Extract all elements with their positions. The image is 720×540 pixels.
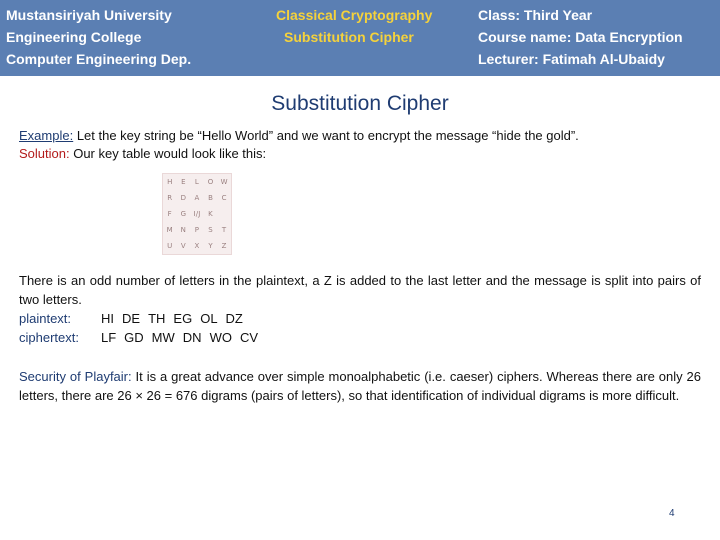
- security-paragraph: [19, 367, 701, 405]
- key-table-row: [163, 190, 231, 206]
- key-table-cell: G: [180, 210, 187, 218]
- key-table: [162, 173, 232, 255]
- lecturer-name: Lecturer: Fatimah Al-Ubaidy: [478, 51, 665, 67]
- key-table-cell: C: [221, 194, 227, 202]
- key-table-cell: K: [208, 210, 213, 218]
- key-table-cell: Z: [221, 242, 227, 250]
- solution-label: Solution:: [19, 146, 70, 161]
- plaintext-pairs: [101, 310, 251, 328]
- university-name: Mustansiriyah University: [6, 7, 172, 23]
- security-label: Security of Playfair:: [19, 369, 132, 384]
- key-table-cell: X: [194, 242, 200, 250]
- key-table-cell: A: [194, 194, 200, 202]
- ciphertext-label: ciphertext:: [19, 330, 79, 345]
- plaintext-pair: OL: [200, 311, 218, 326]
- header-course-info: [478, 4, 683, 70]
- ciphertext-pair: GD: [124, 330, 144, 345]
- key-table-row: [163, 222, 231, 238]
- key-table-row: [163, 174, 231, 190]
- key-table-cell: U: [167, 242, 173, 250]
- key-table-cell: O: [207, 178, 214, 186]
- page-title: Substitution Cipher: [271, 92, 449, 115]
- ciphertext-pair: MW: [151, 330, 175, 345]
- plaintext-pair: EG: [173, 311, 193, 326]
- plaintext-pair: DE: [122, 311, 141, 326]
- slide-header: [0, 0, 720, 76]
- department-name: Computer Engineering Dep.: [6, 51, 192, 67]
- key-table-cell: R: [167, 194, 173, 202]
- key-table-cell: M: [166, 226, 173, 234]
- key-table-cell: E: [181, 178, 186, 186]
- key-table-cell: H: [167, 178, 173, 186]
- class-level: Class: Third Year: [478, 7, 593, 23]
- ciphertext-pair: CV: [239, 330, 259, 345]
- ciphertext-row: [19, 329, 266, 347]
- plaintext-row: [19, 310, 251, 328]
- key-table-row: [163, 238, 231, 254]
- example-text: Let the key string be “Hello World” and we want to encrypt the message “hide the gold”.: [73, 128, 579, 143]
- header-topic: [276, 4, 432, 48]
- solution-text: Our key table would look like this:: [69, 146, 267, 161]
- example-line: [19, 127, 579, 145]
- key-table-cell: Y: [208, 242, 213, 250]
- key-table-cell: N: [180, 226, 187, 234]
- key-table-cell: V: [180, 242, 186, 250]
- solution-line: [19, 145, 266, 163]
- plaintext-pair: DZ: [225, 311, 243, 326]
- key-table-cell: F: [167, 210, 172, 218]
- key-table-cell: W: [220, 178, 228, 186]
- key-table-row: [163, 206, 231, 222]
- key-table-cell: T: [221, 226, 227, 234]
- ciphertext-pair: DN: [182, 330, 202, 345]
- plaintext-label: plaintext:: [19, 311, 72, 326]
- key-table-cell: P: [194, 226, 200, 234]
- key-table-cell: B: [208, 194, 214, 202]
- plaintext-pair: HI: [101, 311, 114, 326]
- security-text: It is a great advance over simple monoalphabetic (i.e. caeser) ciphers. Whereas there are only 26 letters, there are 26 × 26 = 676 digrams (pairs of letters), so that identification of individual digrams is more difficult.: [19, 369, 701, 403]
- odd-letters-paragraph: There is an odd number of letters in the plaintext, a Z is added to the last letter and the message is split into pairs of two letters.: [19, 273, 701, 307]
- key-table-cell: I/J: [193, 210, 201, 218]
- course-name: Course name: Data Encryption: [478, 29, 683, 45]
- college-name: Engineering College: [6, 29, 142, 45]
- key-table-cell: S: [208, 226, 213, 234]
- topic-title: Classical Cryptography: [276, 7, 433, 23]
- ciphertext-pair: WO: [209, 330, 232, 345]
- key-table-cell: L: [194, 178, 200, 186]
- key-table-cell: D: [180, 194, 187, 202]
- ciphertext-pairs: [101, 329, 266, 347]
- plaintext-pair: TH: [148, 311, 166, 326]
- header-institution: [6, 4, 191, 70]
- topic-subtitle: Substitution Cipher: [284, 29, 414, 45]
- ciphertext-pair: LF: [101, 330, 117, 345]
- example-label: Example:: [19, 128, 74, 143]
- page-number: 4: [669, 508, 675, 519]
